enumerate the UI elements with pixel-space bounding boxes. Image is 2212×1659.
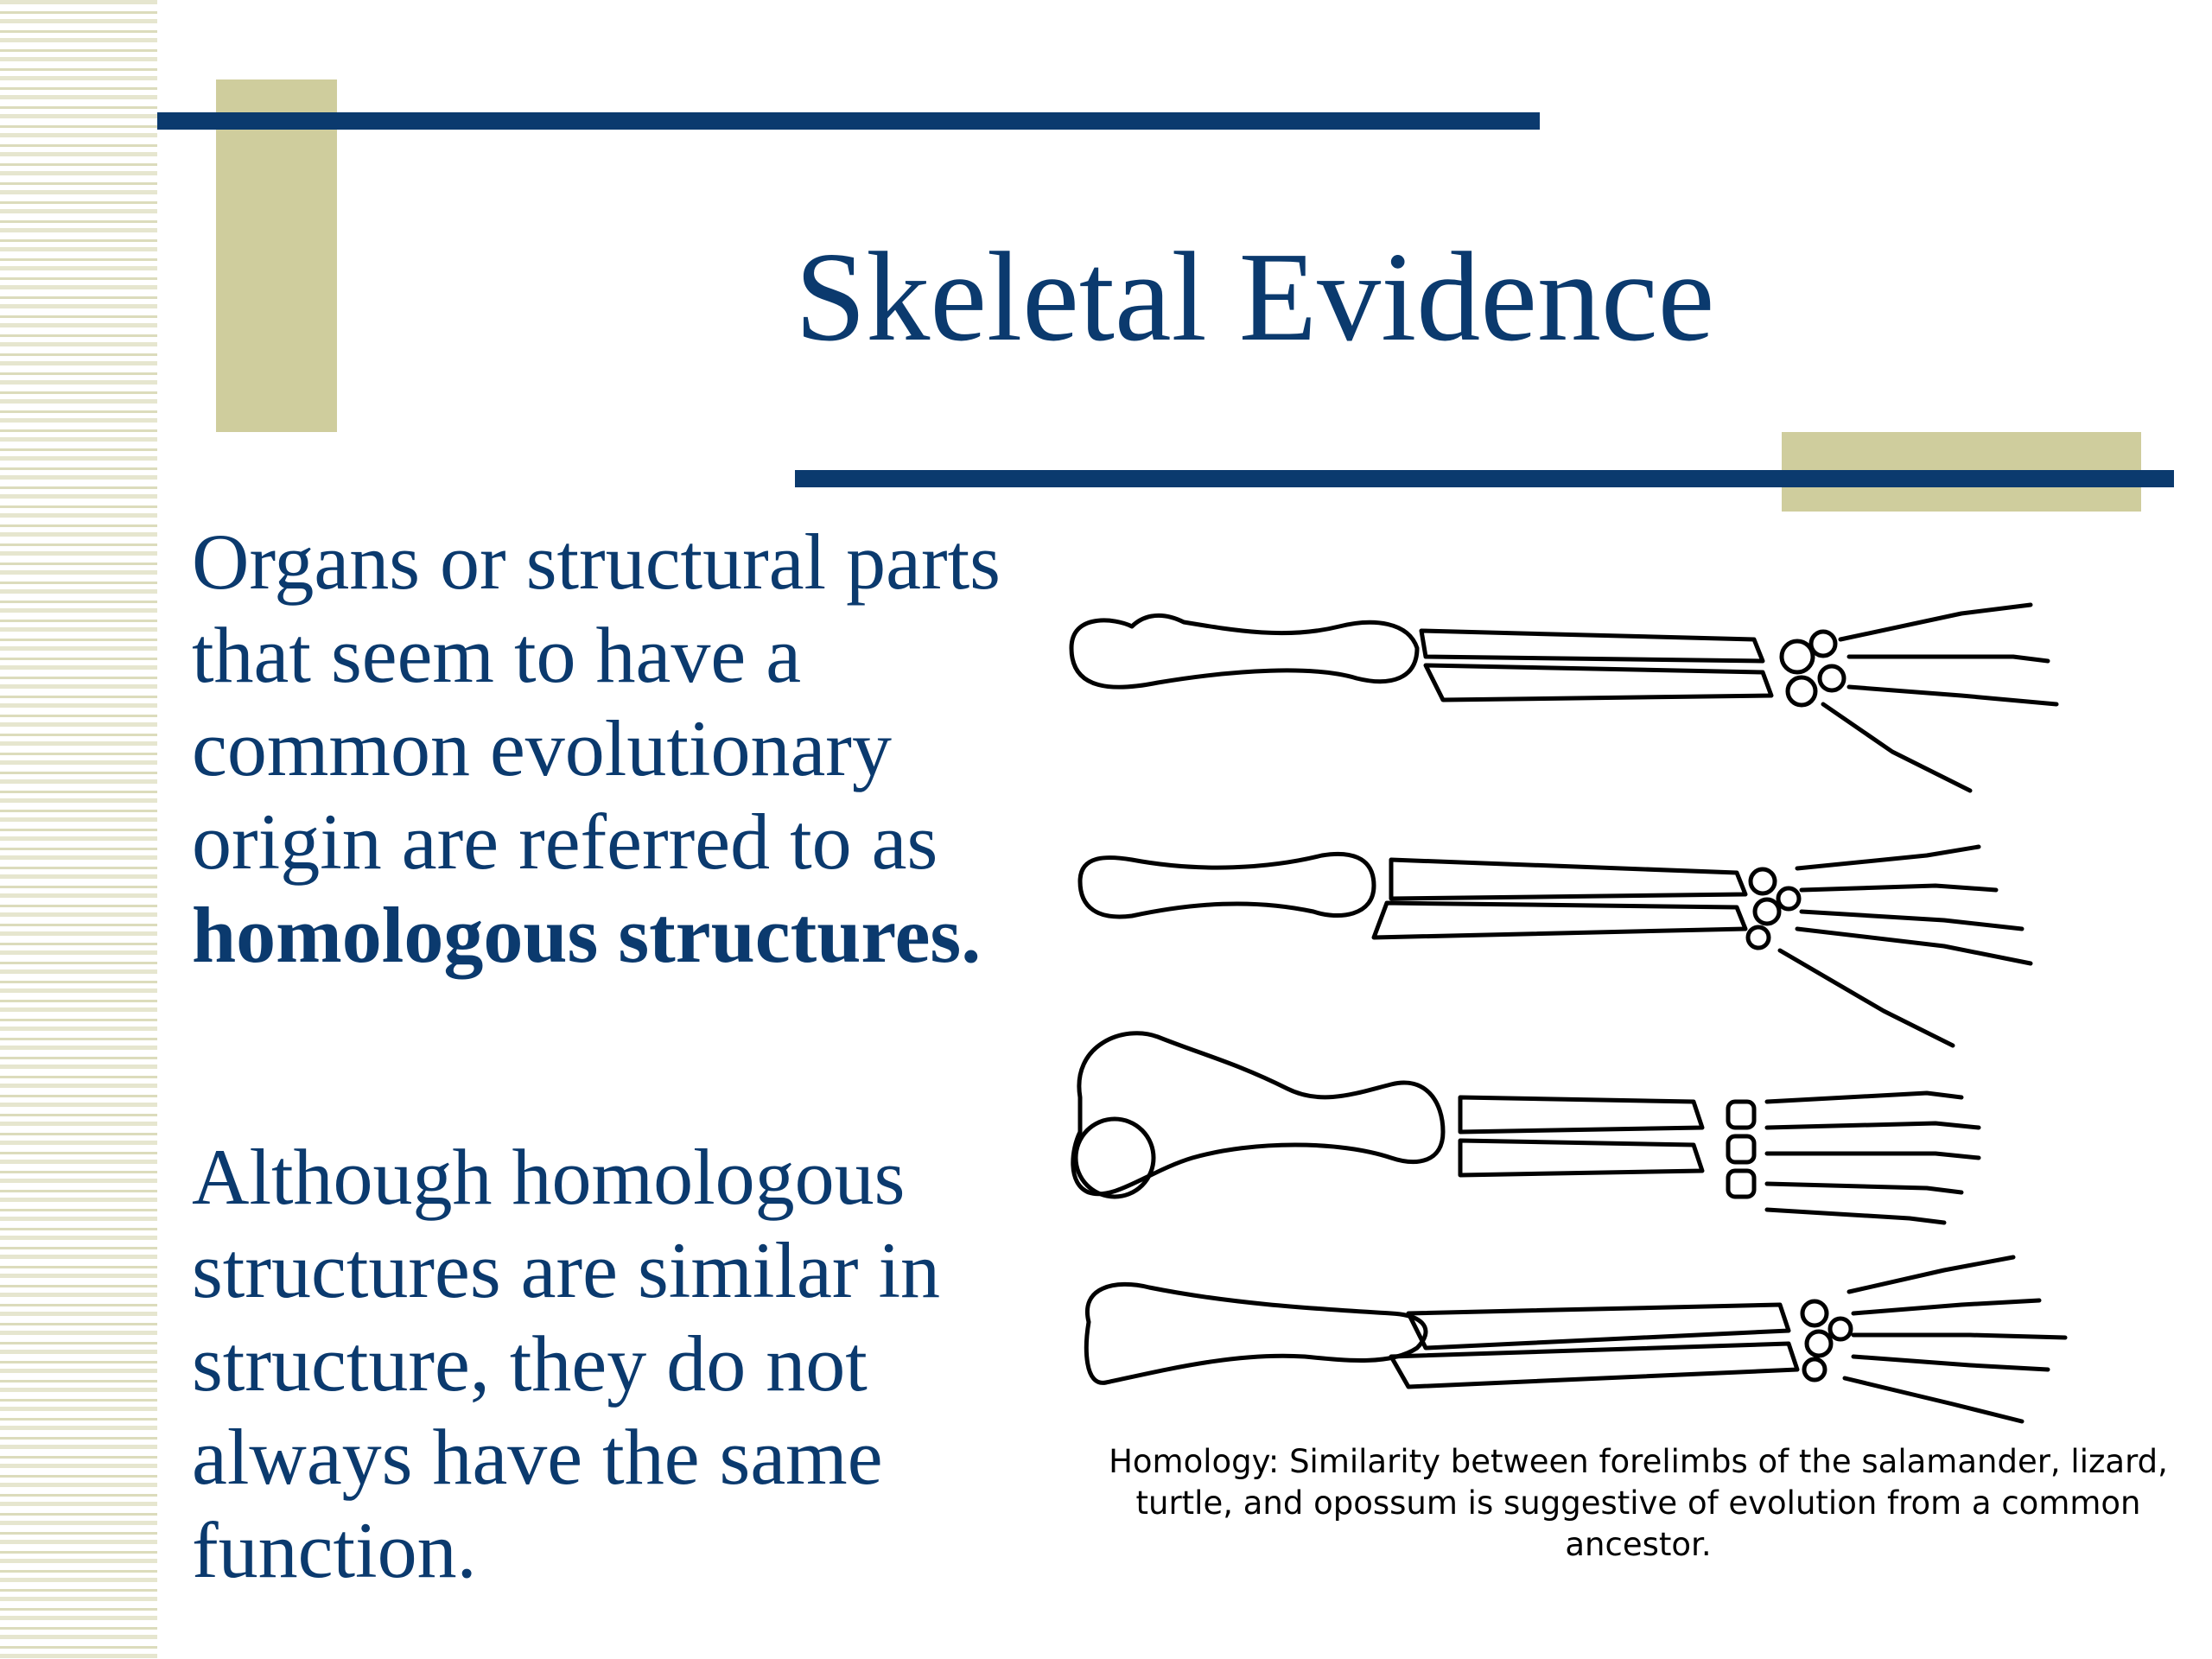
figure-caption: Homology: Similarity between forelimbs of the salamander, lizard, turtle, and opossum is suggestive of evolution from a common ancestor. [1109, 1443, 2168, 1563]
turtle-forelimb [1073, 1033, 1979, 1223]
lizard-humerus [1080, 854, 1374, 917]
turtle-digit [1767, 1123, 1979, 1128]
salamander-digit [1840, 605, 2031, 639]
lizard-forelimb [1080, 847, 2031, 1046]
turtle-digit [1767, 1184, 1961, 1192]
forelimb-skeleton-figure [1063, 596, 2100, 1434]
salamander-radius [1421, 631, 1763, 661]
salamander-carpal [1811, 632, 1835, 656]
slide-title: Skeletal Evidence [795, 226, 1715, 368]
turtle-carpal [1728, 1136, 1754, 1162]
opossum-carpal [1802, 1301, 1827, 1325]
salamander-digit [1823, 704, 1970, 791]
turtle-humerus [1073, 1033, 1443, 1194]
salamander-carpal [1782, 641, 1813, 672]
lizard-carpal [1778, 888, 1799, 909]
opossum-digit [1845, 1378, 2022, 1421]
lizard-digit [1802, 912, 2022, 929]
turtle-digit [1767, 1210, 1944, 1223]
decorative-stripes [0, 0, 157, 1659]
opossum-carpal [1807, 1332, 1831, 1356]
opossum-digit [1853, 1335, 2065, 1338]
turtle-carpal [1728, 1102, 1754, 1128]
opossum-radius [1408, 1305, 1789, 1348]
opossum-forelimb [1086, 1257, 2065, 1421]
salamander-digit [1849, 687, 2056, 704]
lizard-carpal [1751, 869, 1775, 893]
opossum-ulna [1391, 1344, 1797, 1387]
opossum-digit [1853, 1300, 2039, 1313]
salamander-ulna [1426, 665, 1771, 700]
opossum-carpal [1804, 1359, 1825, 1380]
highlight-homologous-structures: homologous structures. [192, 891, 982, 979]
opossum-humerus [1086, 1284, 1426, 1382]
turtle-humerus-head [1076, 1119, 1154, 1197]
lizard-carpal [1748, 927, 1769, 948]
opossum-digit [1849, 1257, 2013, 1292]
lizard-digit [1780, 950, 1953, 1046]
accent-rule-bottom [795, 470, 2174, 487]
turtle-ulna [1460, 1141, 1702, 1175]
salamander-forelimb [1071, 605, 2056, 791]
salamander-digit [1849, 657, 2048, 661]
paragraph-1-text: Organs or structural parts that seem to have a common evolutionary origin are referred to as [192, 518, 1001, 886]
paragraph-function-note: Although homologous structures are similar in structure, they do not always have the same function. [192, 1133, 941, 1594]
lizard-carpal [1755, 899, 1779, 924]
accent-block-top-left [216, 79, 337, 432]
lizard-digit [1797, 929, 2031, 963]
accent-rule-top [157, 112, 1540, 130]
turtle-digit [1767, 1093, 1961, 1102]
lizard-digit [1802, 886, 1996, 890]
salamander-carpal [1788, 677, 1815, 705]
salamander-carpal [1820, 666, 1844, 690]
opossum-carpal [1830, 1319, 1851, 1339]
salamander-humerus [1071, 615, 1417, 687]
turtle-radius [1460, 1097, 1702, 1132]
turtle-digit [1767, 1154, 1979, 1158]
lizard-digit [1797, 847, 1979, 868]
opossum-digit [1853, 1357, 2048, 1370]
lizard-radius [1391, 860, 1745, 899]
paragraph-homologous-definition [192, 515, 1047, 982]
turtle-carpal [1728, 1171, 1754, 1197]
lizard-ulna [1374, 903, 1745, 938]
